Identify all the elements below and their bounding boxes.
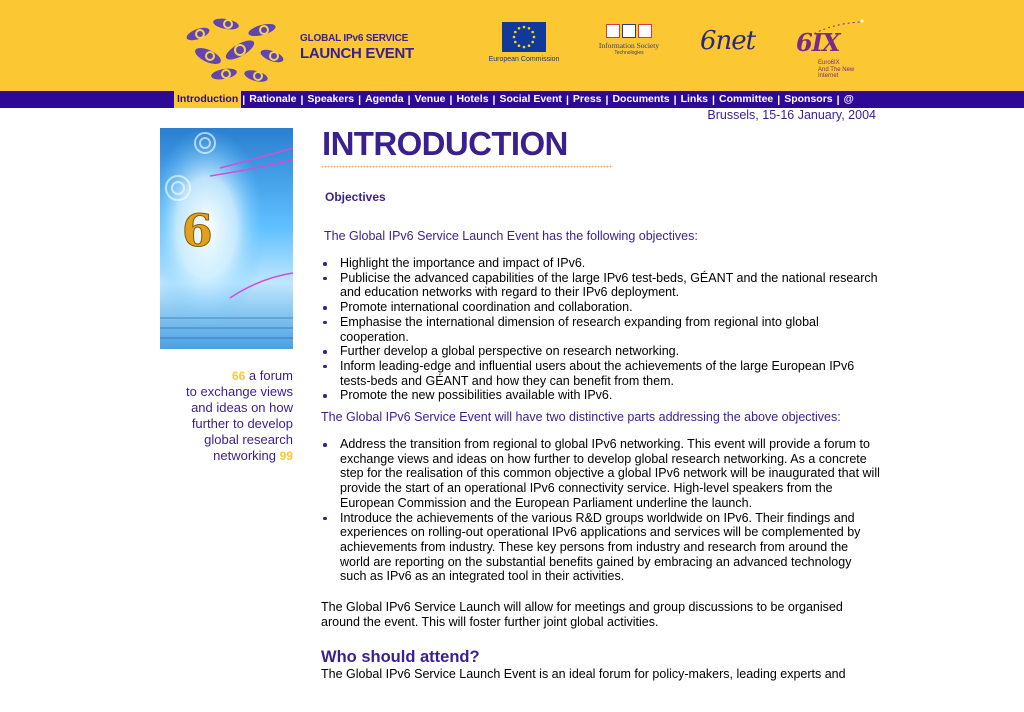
who-should-attend-text: The Global IPv6 Service Launch Event is an ideal forum for policy-makers, leading experts and	[321, 667, 846, 682]
is-caption: Information Society	[598, 41, 660, 50]
nav-separator: |	[836, 93, 840, 106]
quote-text-6: networking	[213, 448, 277, 463]
quote-text-4: further to develop	[191, 416, 293, 431]
objectives-lead: The Global IPv6 Service Launch Event has the following objectives:	[324, 229, 698, 243]
header-banner	[0, 0, 1024, 91]
top-nav-bar	[0, 91, 1024, 108]
nav-separator: |	[777, 93, 781, 106]
nav-speakers[interactable]: Speakers	[307, 93, 355, 105]
nav-separator: |	[242, 93, 246, 106]
list-item: Publicise the advanced capabilities of the large IPv6 test-beds, GÉANT and the national research and education networks with regard to their IPv6 deployment.	[321, 271, 881, 300]
information-society-logo[interactable]	[590, 24, 668, 68]
is-sub: Technologies	[614, 50, 644, 56]
nav-rationale[interactable]: Rationale	[249, 93, 297, 105]
quote-text-5: global research	[204, 432, 293, 447]
nav-separator: |	[407, 93, 411, 106]
event-dateline: Brussels, 15-16 January, 2004	[707, 108, 876, 122]
main-content	[321, 124, 881, 682]
title-underline	[321, 165, 613, 168]
nav-committee[interactable]: Committee	[718, 93, 774, 105]
nav-social-event[interactable]: Social Event	[499, 93, 562, 105]
list-item: Address the transition from regional to global IPv6 networking. This event will provide a forum to exchange views and ideas on how further to develop global research networking. As a concrete step for the realisation of this common objective a global IPv6 network will be inaugurated that will provide the start of an operational IPv6 connectivity service. High-level speakers from the European Commission and the European Parliament underline the launch.	[321, 437, 881, 511]
european-commission-logo[interactable]	[483, 22, 565, 70]
nav-separator: |	[565, 93, 569, 106]
parts-lead: The Global IPv6 Service Event will have two distinctive parts addressing the above objectives:	[321, 410, 841, 425]
quote-close-mark: 99	[279, 449, 293, 463]
ipv6-side-image	[160, 128, 293, 349]
nav-hotels[interactable]: Hotels	[456, 93, 489, 105]
euro6ix-mark: 6IX	[796, 28, 840, 57]
nav-agenda[interactable]: Agenda	[365, 93, 404, 105]
nav-press[interactable]: Press	[572, 93, 602, 105]
nav-separator: |	[300, 93, 304, 106]
page-title: INTRODUCTION	[322, 125, 568, 162]
nav-separator: |	[492, 93, 496, 106]
nav-documents[interactable]: Documents	[612, 93, 670, 105]
event-title	[300, 34, 414, 61]
event-logo-icon[interactable]	[178, 12, 296, 86]
list-item: Highlight the importance and impact of IPv6.	[321, 256, 881, 271]
euro6ix-caption-1: Euro6IX	[818, 60, 840, 66]
nav-email[interactable]: @	[843, 93, 854, 105]
nav-links[interactable]: Links	[680, 93, 709, 105]
closing-paragraph: The Global IPv6 Service Launch will allow for meetings and group discussions to be organised around the event. This will foster further joint global activities.	[321, 600, 843, 630]
quote-text-2: to exchange views	[186, 384, 293, 399]
quote-text-1: a forum	[248, 368, 293, 383]
euro6ix-caption	[818, 60, 876, 80]
nav-separator: |	[673, 93, 677, 106]
list-item: Promote international coordination and collaboration.	[321, 300, 881, 315]
who-should-attend-heading: Who should attend?	[321, 648, 480, 667]
eu-flag-icon	[502, 22, 546, 52]
parts-list	[321, 437, 881, 584]
event-title-line1: GLOBAL IPv6 SERVICE	[300, 33, 409, 44]
quote-text-3: and ideas on how	[191, 400, 293, 415]
event-title-line2: LAUNCH EVENT	[300, 45, 414, 62]
nav-introduction[interactable]: Introduction	[174, 91, 241, 108]
nav-items	[174, 91, 857, 108]
euro6ix-caption-2: And The New Internet	[818, 66, 855, 80]
list-item: Introduce the achievements of the various R&D groups worldwide on IPv6. Their findings and experiences on rolling-out operational IPv6 applications and services will be complemented by achievements from industry. These key persons from industry and research from around the world are reporting on the substantial benefits gained by embracing an advanced technology such as IPv6 as an integrated tool in their activities.	[321, 511, 881, 585]
list-item: Further develop a global perspective on research networking.	[321, 344, 881, 359]
list-item: Promote the new possibilities available with IPv6.	[321, 388, 881, 403]
list-item: Emphasise the international dimension of research expanding from regional into global cooperation.	[321, 315, 881, 344]
objectives-list	[321, 256, 881, 403]
objectives-heading: Objectives	[325, 190, 386, 204]
6net-logo[interactable]: 6net	[700, 26, 756, 56]
sidebar-quote	[160, 368, 293, 464]
svg-text:6: 6	[182, 206, 213, 257]
nav-separator: |	[449, 93, 453, 106]
info-society-icon	[590, 24, 668, 38]
nav-separator: |	[358, 93, 362, 106]
nav-sponsors[interactable]: Sponsors	[784, 93, 833, 105]
quote-open-mark: 66	[231, 369, 246, 383]
nav-separator: |	[605, 93, 609, 106]
euro6ix-logo[interactable]	[790, 18, 876, 80]
list-item: Inform leading-edge and influential users about the achievements of the large European IPv6 tests-beds and GÉANT and how they can benefit from them.	[321, 359, 881, 388]
nav-separator: |	[712, 93, 715, 106]
ec-caption: European Commission	[488, 56, 560, 63]
nav-venue[interactable]: Venue	[414, 93, 446, 105]
